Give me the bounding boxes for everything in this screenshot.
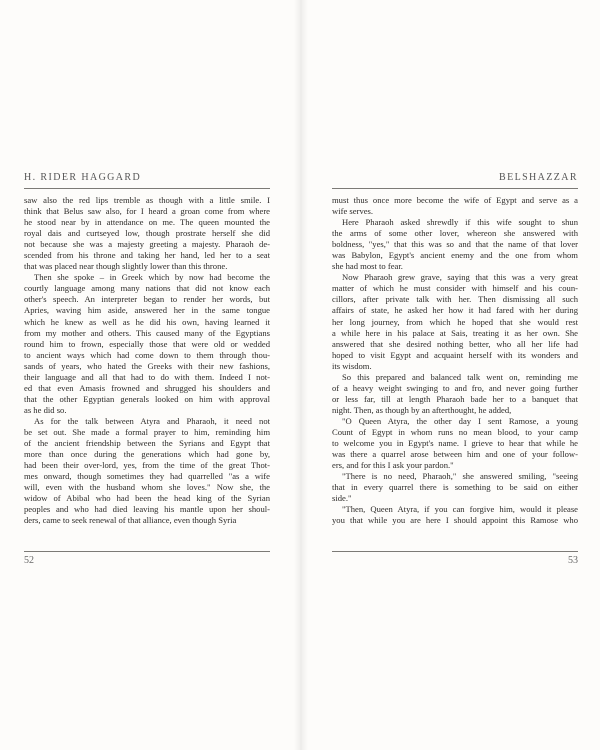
text-line: the arms of some other lover, whereon she answered with bbox=[332, 228, 578, 239]
text-line: side." bbox=[332, 493, 352, 504]
text-line: hoped to visit Egypt and acquaint herself with its wonders and bbox=[332, 349, 578, 360]
text-line: Now Pharaoh grew grave, saying that this was a very great bbox=[342, 272, 578, 283]
text-line: will, even with the husband whom she loves." Now she, the bbox=[24, 482, 270, 493]
running-head-left: H. RIDER HAGGARD bbox=[24, 172, 270, 189]
text-line: was Babylon, Egypt's ancient enemy and the one from whom bbox=[332, 250, 578, 261]
text-line: boldness, "yes," that this was so and that the name of that lover bbox=[332, 239, 578, 250]
text-line: answered that she desired nothing better, who all her life had bbox=[332, 338, 578, 349]
running-head-right: BELSHAZZAR bbox=[332, 172, 578, 189]
text-line: to ancient ways which had come down to them through thou- bbox=[24, 349, 270, 360]
text-line: sands of years, who hated the Greeks with their new fashions, bbox=[24, 360, 270, 371]
text-line: wife serves. bbox=[332, 206, 374, 217]
text-line: not because she was a majesty greeting a majesty. Pharaoh de- bbox=[24, 239, 270, 250]
text-line: ers, and for this I ask your pardon." bbox=[332, 460, 454, 471]
right-page bbox=[332, 172, 578, 526]
text-line: had been their over-lord, yes, from the time of the great Thot- bbox=[24, 460, 270, 471]
text-line: royal dais and curtseyed low, though prostrate herself she did bbox=[24, 228, 270, 239]
text-line: courtly language among many nations that did not know each bbox=[24, 283, 270, 294]
left-page bbox=[24, 172, 270, 526]
text-line: widow of Abibal who had been the head king of the Syrian bbox=[24, 493, 270, 504]
text-line: he stood near by in attendance on me. The queen mounted the bbox=[24, 217, 270, 228]
text-line: she had most to fear. bbox=[332, 261, 403, 272]
book-gutter bbox=[294, 0, 308, 750]
text-line: its wisdom. bbox=[332, 360, 372, 371]
text-line: a while here in his palace at Sais, treating it as her own. She bbox=[332, 327, 578, 338]
text-line: be set out. She made a formal prayer to him, reminding him bbox=[24, 426, 270, 437]
text-line: scended from his throne and taking her hand, led her to a seat bbox=[24, 250, 270, 261]
right-page-body bbox=[332, 195, 578, 526]
text-line: ed that even Amasis frowned and shrugged his shoulders and bbox=[24, 382, 270, 393]
page-number-left: 52 bbox=[24, 551, 270, 575]
text-line: affairs of state, he asked her how it had fared with her during bbox=[332, 305, 578, 316]
text-line: So this prepared and balanced talk went on, reminding me bbox=[342, 371, 578, 382]
text-line: Count of Egypt in whom runs no mean blood, to your camp bbox=[332, 426, 578, 437]
text-line: Here Pharaoh asked shrewdly if this wife sought to shun bbox=[342, 217, 578, 228]
text-line: round him to frown, especially those that were old or wedded bbox=[24, 338, 270, 349]
text-line: of a heavy weight swinging to and fro, and never going further bbox=[332, 382, 578, 393]
text-line: cillors, after private talk with her. Then dismissing all such bbox=[332, 294, 578, 305]
text-line: as he did so. bbox=[24, 404, 67, 415]
text-line: their language and all that had to do with them. Indeed I not- bbox=[24, 371, 270, 382]
text-line: Then she spoke – in Greek which by now had become the bbox=[34, 272, 270, 283]
text-line: other's speech. An interpreter began to render her words, but bbox=[24, 294, 270, 305]
text-line: ders, came to seek renewal of that alliance, even though Syria bbox=[24, 515, 237, 526]
text-line: must thus once more become the wife of Egypt and serve as a bbox=[332, 195, 578, 205]
text-line: or less far, till at length Pharaoh bade her to a banquet that bbox=[332, 393, 578, 404]
text-line: saw also the red lips tremble as though with a little smile. I bbox=[24, 195, 270, 205]
text-line: that was placed near though slightly lower than this throne. bbox=[24, 261, 228, 272]
text-line: was there a quarrel arose between him and one of your follow- bbox=[332, 449, 578, 460]
text-line: from my mother and others. This caused many of the Egyptians bbox=[24, 327, 270, 338]
text-line: Apries, waving him aside, answered her in the same tongue bbox=[24, 305, 270, 316]
text-line: "Then, Queen Atyra, if you can forgive him, would it please bbox=[342, 504, 578, 515]
text-line: matter of which he must consider with himself and his coun- bbox=[332, 283, 578, 294]
text-line: that in every quarrel there is something to be said on either bbox=[332, 482, 578, 493]
text-line: which he knew as well as he did his own, having learned it bbox=[24, 316, 270, 327]
text-line: peoples and who had died leaving his mantle upon her shoul- bbox=[24, 504, 270, 515]
text-line: As for the talk between Atyra and Pharaoh, it need not bbox=[34, 415, 270, 426]
text-line: that the other Egyptian generals looked on him with approval bbox=[24, 393, 270, 404]
text-line: you that while you are here I should appoint this Ramose who bbox=[332, 515, 578, 526]
text-line: "O Queen Atyra, the other day I sent Ramose, a young bbox=[342, 415, 578, 426]
text-line: her long journey, from which he hoped that she would rest bbox=[332, 316, 578, 327]
text-line: more than once during the generations which had gone by, bbox=[24, 449, 270, 460]
text-line: night. Then, as though by an afterthought, he added, bbox=[332, 404, 512, 415]
text-line: think that Belus saw also, for I heard a groan come from where bbox=[24, 206, 270, 217]
text-line: to welcome you in Egypt's name. I grieve to hear that while he bbox=[332, 438, 578, 449]
page-number-right: 53 bbox=[332, 551, 578, 575]
text-line: of the ancient friendship between the Syrians and Egypt that bbox=[24, 438, 270, 449]
text-line: "There is no need, Pharaoh," she answered smiling, "seeing bbox=[342, 471, 578, 482]
text-line: mes onward, though sometimes they had quarrelled "as a wife bbox=[24, 471, 270, 482]
left-page-body bbox=[24, 195, 270, 526]
